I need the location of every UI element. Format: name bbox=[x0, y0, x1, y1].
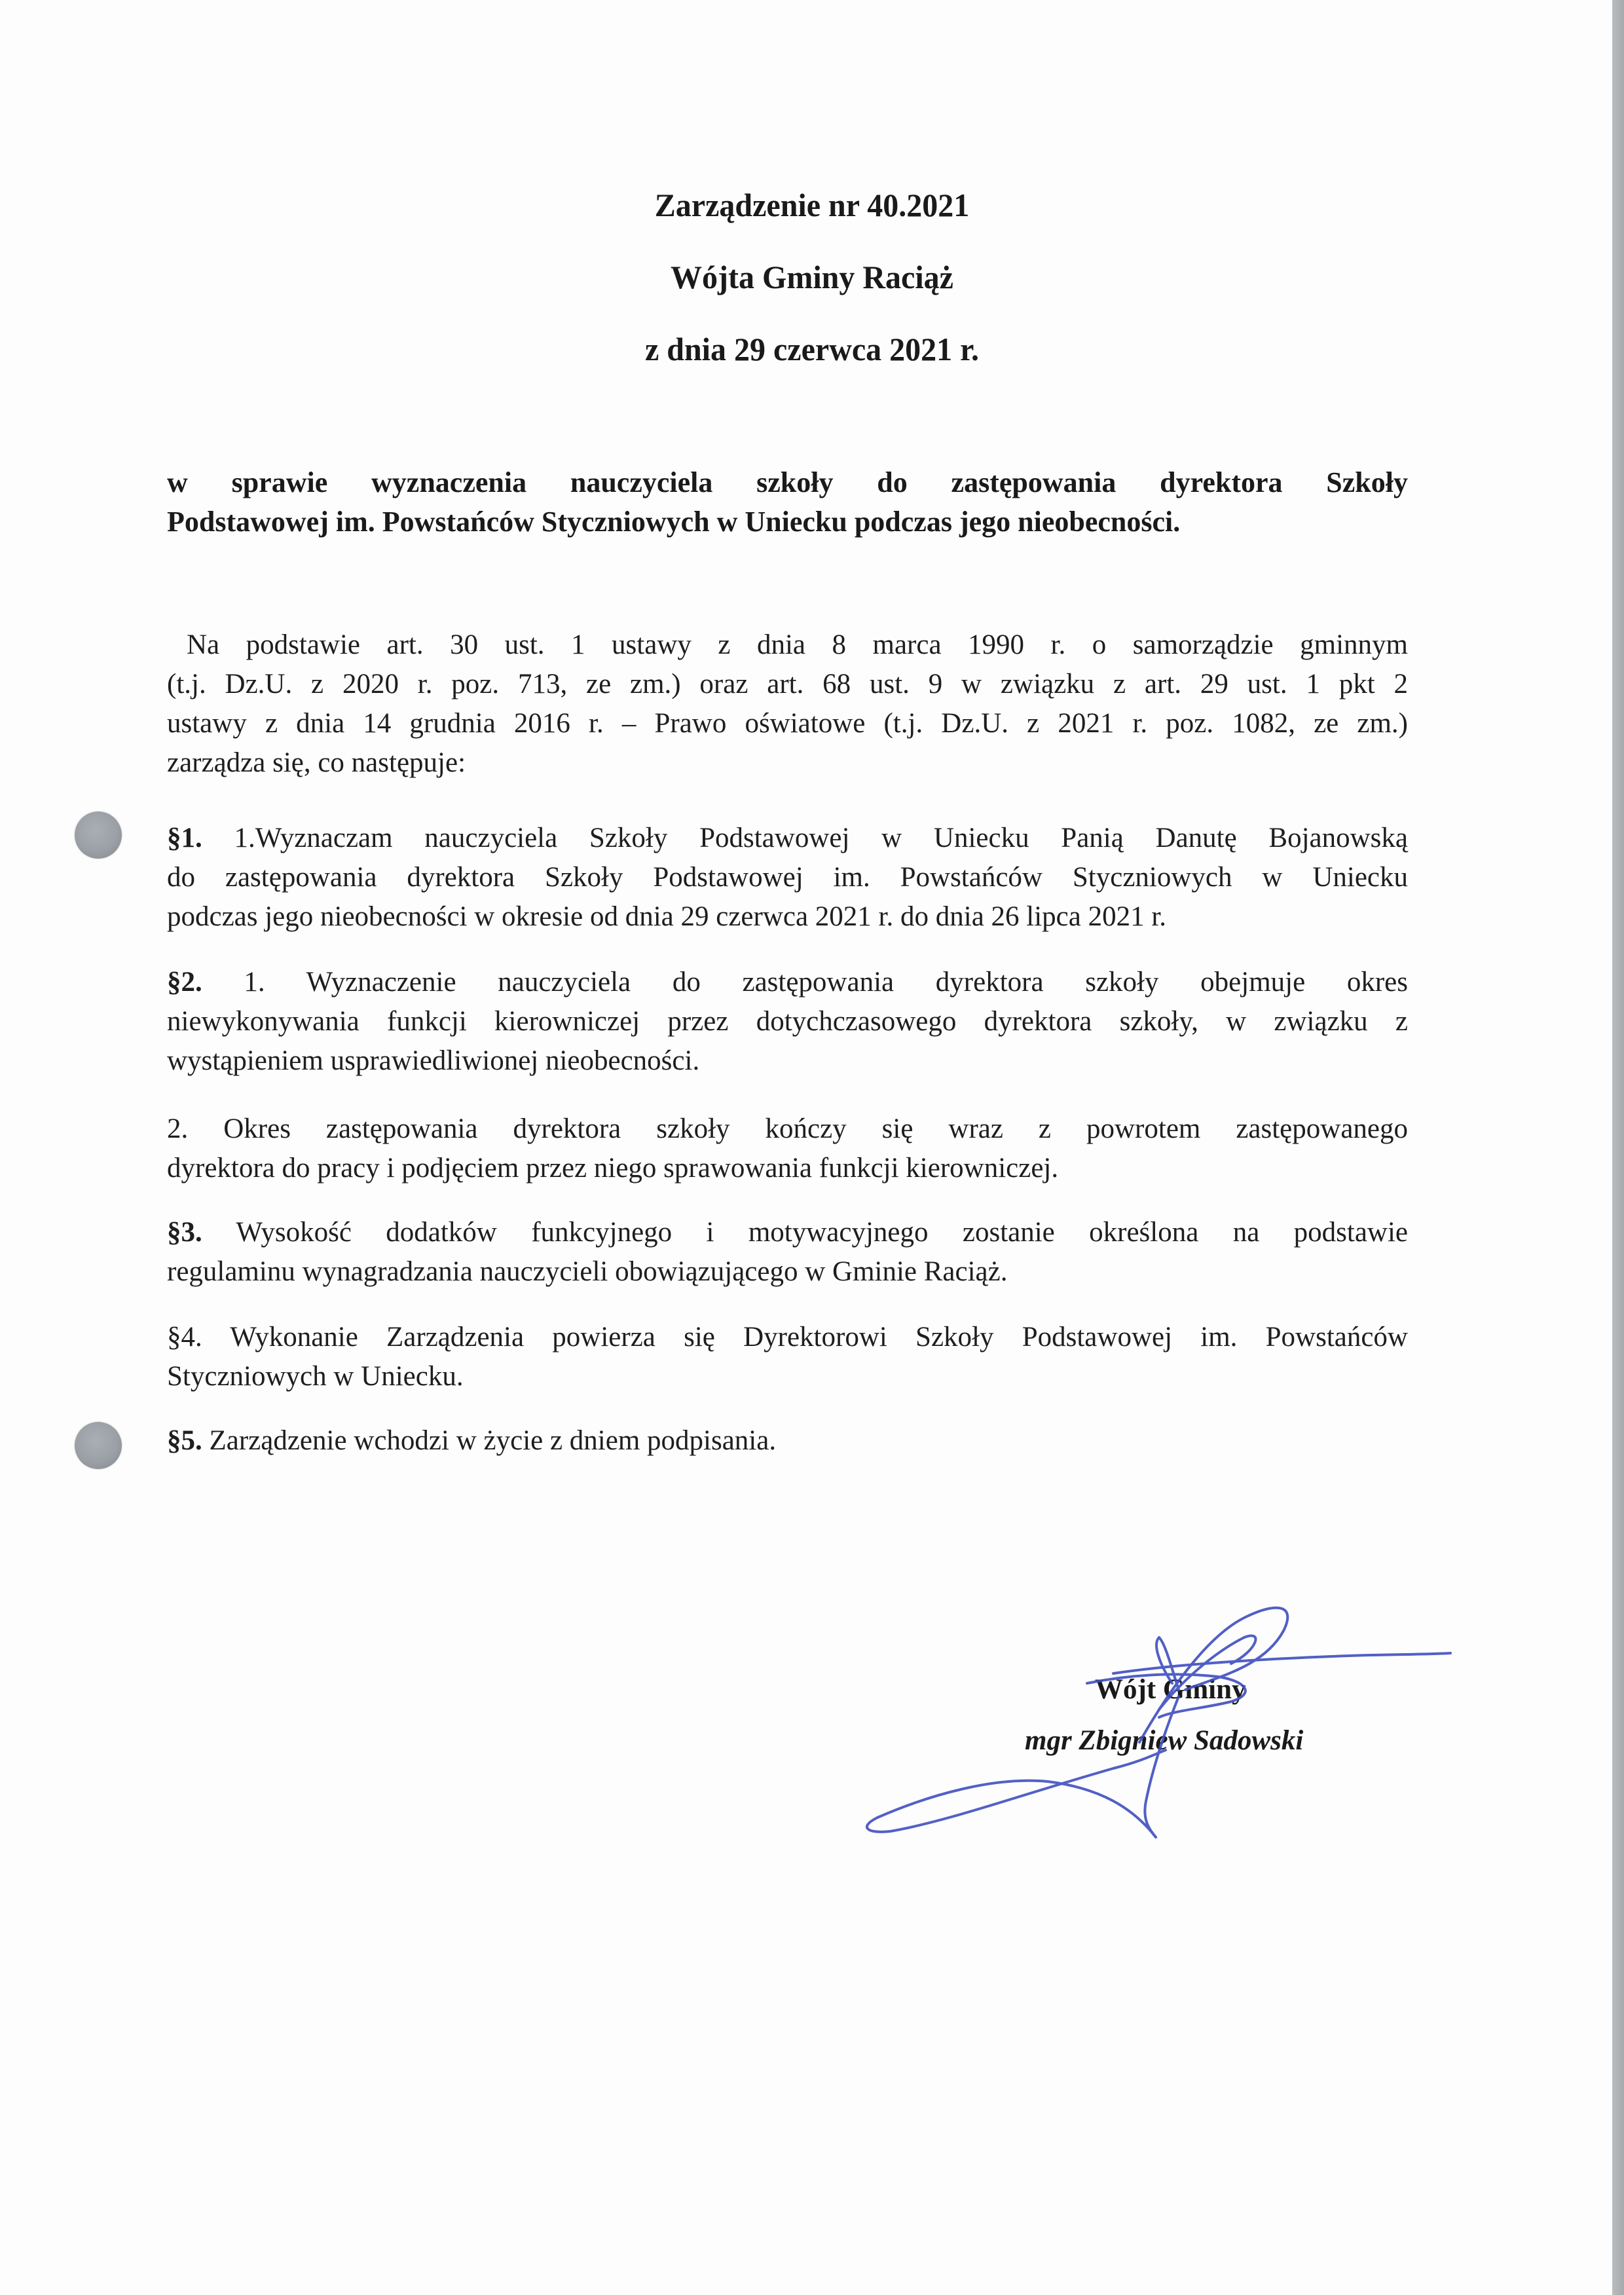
section-label: §3. bbox=[167, 1217, 202, 1248]
section-label: §2. bbox=[167, 967, 202, 998]
section-label: §5. bbox=[167, 1425, 202, 1456]
section-text: 1. Wyznaczenie nauczyciela do zastępowania dyrektora szkoły obejmuje okres bbox=[202, 967, 1408, 998]
document-issuer: Wójta Gminy Raciąż bbox=[671, 259, 953, 295]
paragraph-line: dyrektora do pracy i podjęciem przez niego sprawowania funkcji kierowniczej. bbox=[167, 1153, 1059, 1184]
punch-hole-icon bbox=[75, 812, 122, 859]
section-label: §4. bbox=[167, 1322, 202, 1353]
paragraph-line bbox=[167, 963, 1408, 1002]
section-5 bbox=[167, 1421, 1408, 1461]
section-text: 1.Wyznaczam nauczyciela Szkoły Podstawowej w Uniecku Panią Danutę Bojanowską bbox=[202, 823, 1408, 853]
paragraph-line: podczas jego nieobecności w okresie od dnia 29 czerwca 2021 r. do dnia 26 lipca 2021 r. bbox=[167, 901, 1167, 932]
paragraph-line bbox=[167, 1318, 1408, 1357]
paragraph-line bbox=[167, 1213, 1408, 1252]
paragraph-line bbox=[167, 1421, 1408, 1461]
section-text: Wykonanie Zarządzenia powierza się Dyrektorowi Szkoły Podstawowej im. Powstańców bbox=[202, 1322, 1408, 1353]
section-text: Zarządzenie wchodzi w życie z dniem podpisania. bbox=[202, 1425, 777, 1456]
paragraph-line: ustawy z dnia 14 grudnia 2016 r. – Prawo oświatowe (t.j. Dz.U. z 2021 r. poz. 1082, ze zm.) bbox=[167, 708, 1408, 739]
paragraph-line: regulaminu wynagradzania nauczycieli obowiązującego w Gminie Raciąż. bbox=[167, 1256, 1008, 1287]
signatory-name: mgr Zbigniew Sadowski bbox=[1025, 1725, 1304, 1756]
document-date: z dnia 29 czerwca 2021 r. bbox=[644, 331, 980, 367]
section-2-point-2 bbox=[167, 1110, 1408, 1188]
paragraph-line: do zastępowania dyrektora Szkoły Podstawowej im. Powstańców Styczniowych w Uniecku bbox=[167, 862, 1408, 893]
subject-line: Podstawowej im. Powstańców Styczniowych w Uniecku podczas jego nieobecności. bbox=[167, 506, 1181, 538]
section-label: §1. bbox=[167, 823, 202, 853]
paragraph-line: Styczniowych w Uniecku. bbox=[167, 1361, 464, 1392]
section-4 bbox=[167, 1318, 1408, 1396]
punch-hole-icon bbox=[75, 1422, 122, 1469]
paragraph-line bbox=[167, 819, 1408, 858]
paragraph-line: zarządza się, co następuje: bbox=[167, 747, 466, 778]
paragraph-line: (t.j. Dz.U. z 2020 r. poz. 713, ze zm.) oraz art. 68 ust. 9 w związku z art. 29 ust. 1 pkt 2 bbox=[167, 669, 1408, 700]
paragraph-line: 2. Okres zastępowania dyrektora szkoły kończy się wraz z powrotem zastępowanego bbox=[167, 1113, 1408, 1144]
scan-edge-strip bbox=[1612, 0, 1624, 2295]
section-1 bbox=[167, 819, 1408, 937]
section-2-point-1 bbox=[167, 963, 1408, 1081]
subject-line: w sprawie wyznaczenia nauczyciela szkoły do zastępowania dyrektora Szkoły bbox=[167, 466, 1408, 498]
paragraph-line: Na podstawie art. 30 ust. 1 ustawy z dnia 8 marca 1990 r. o samorządzie gminnym bbox=[187, 629, 1408, 660]
legal-basis-paragraph bbox=[167, 625, 1408, 783]
paragraph-line: niewykonywania funkcji kierowniczej przez dotychczasowego dyrektora szkoły, w związku z bbox=[167, 1006, 1408, 1037]
paragraph-line: wystąpieniem usprawiedliwionej nieobecności. bbox=[167, 1045, 700, 1076]
document-title: Zarządzenie nr 40.2021 bbox=[654, 187, 970, 223]
section-text: Wysokość dodatków funkcyjnego i motywacyjnego zostanie określona na podstawie bbox=[202, 1217, 1408, 1248]
section-3 bbox=[167, 1213, 1408, 1292]
signatory-title: Wójt Gminy bbox=[1095, 1674, 1246, 1705]
